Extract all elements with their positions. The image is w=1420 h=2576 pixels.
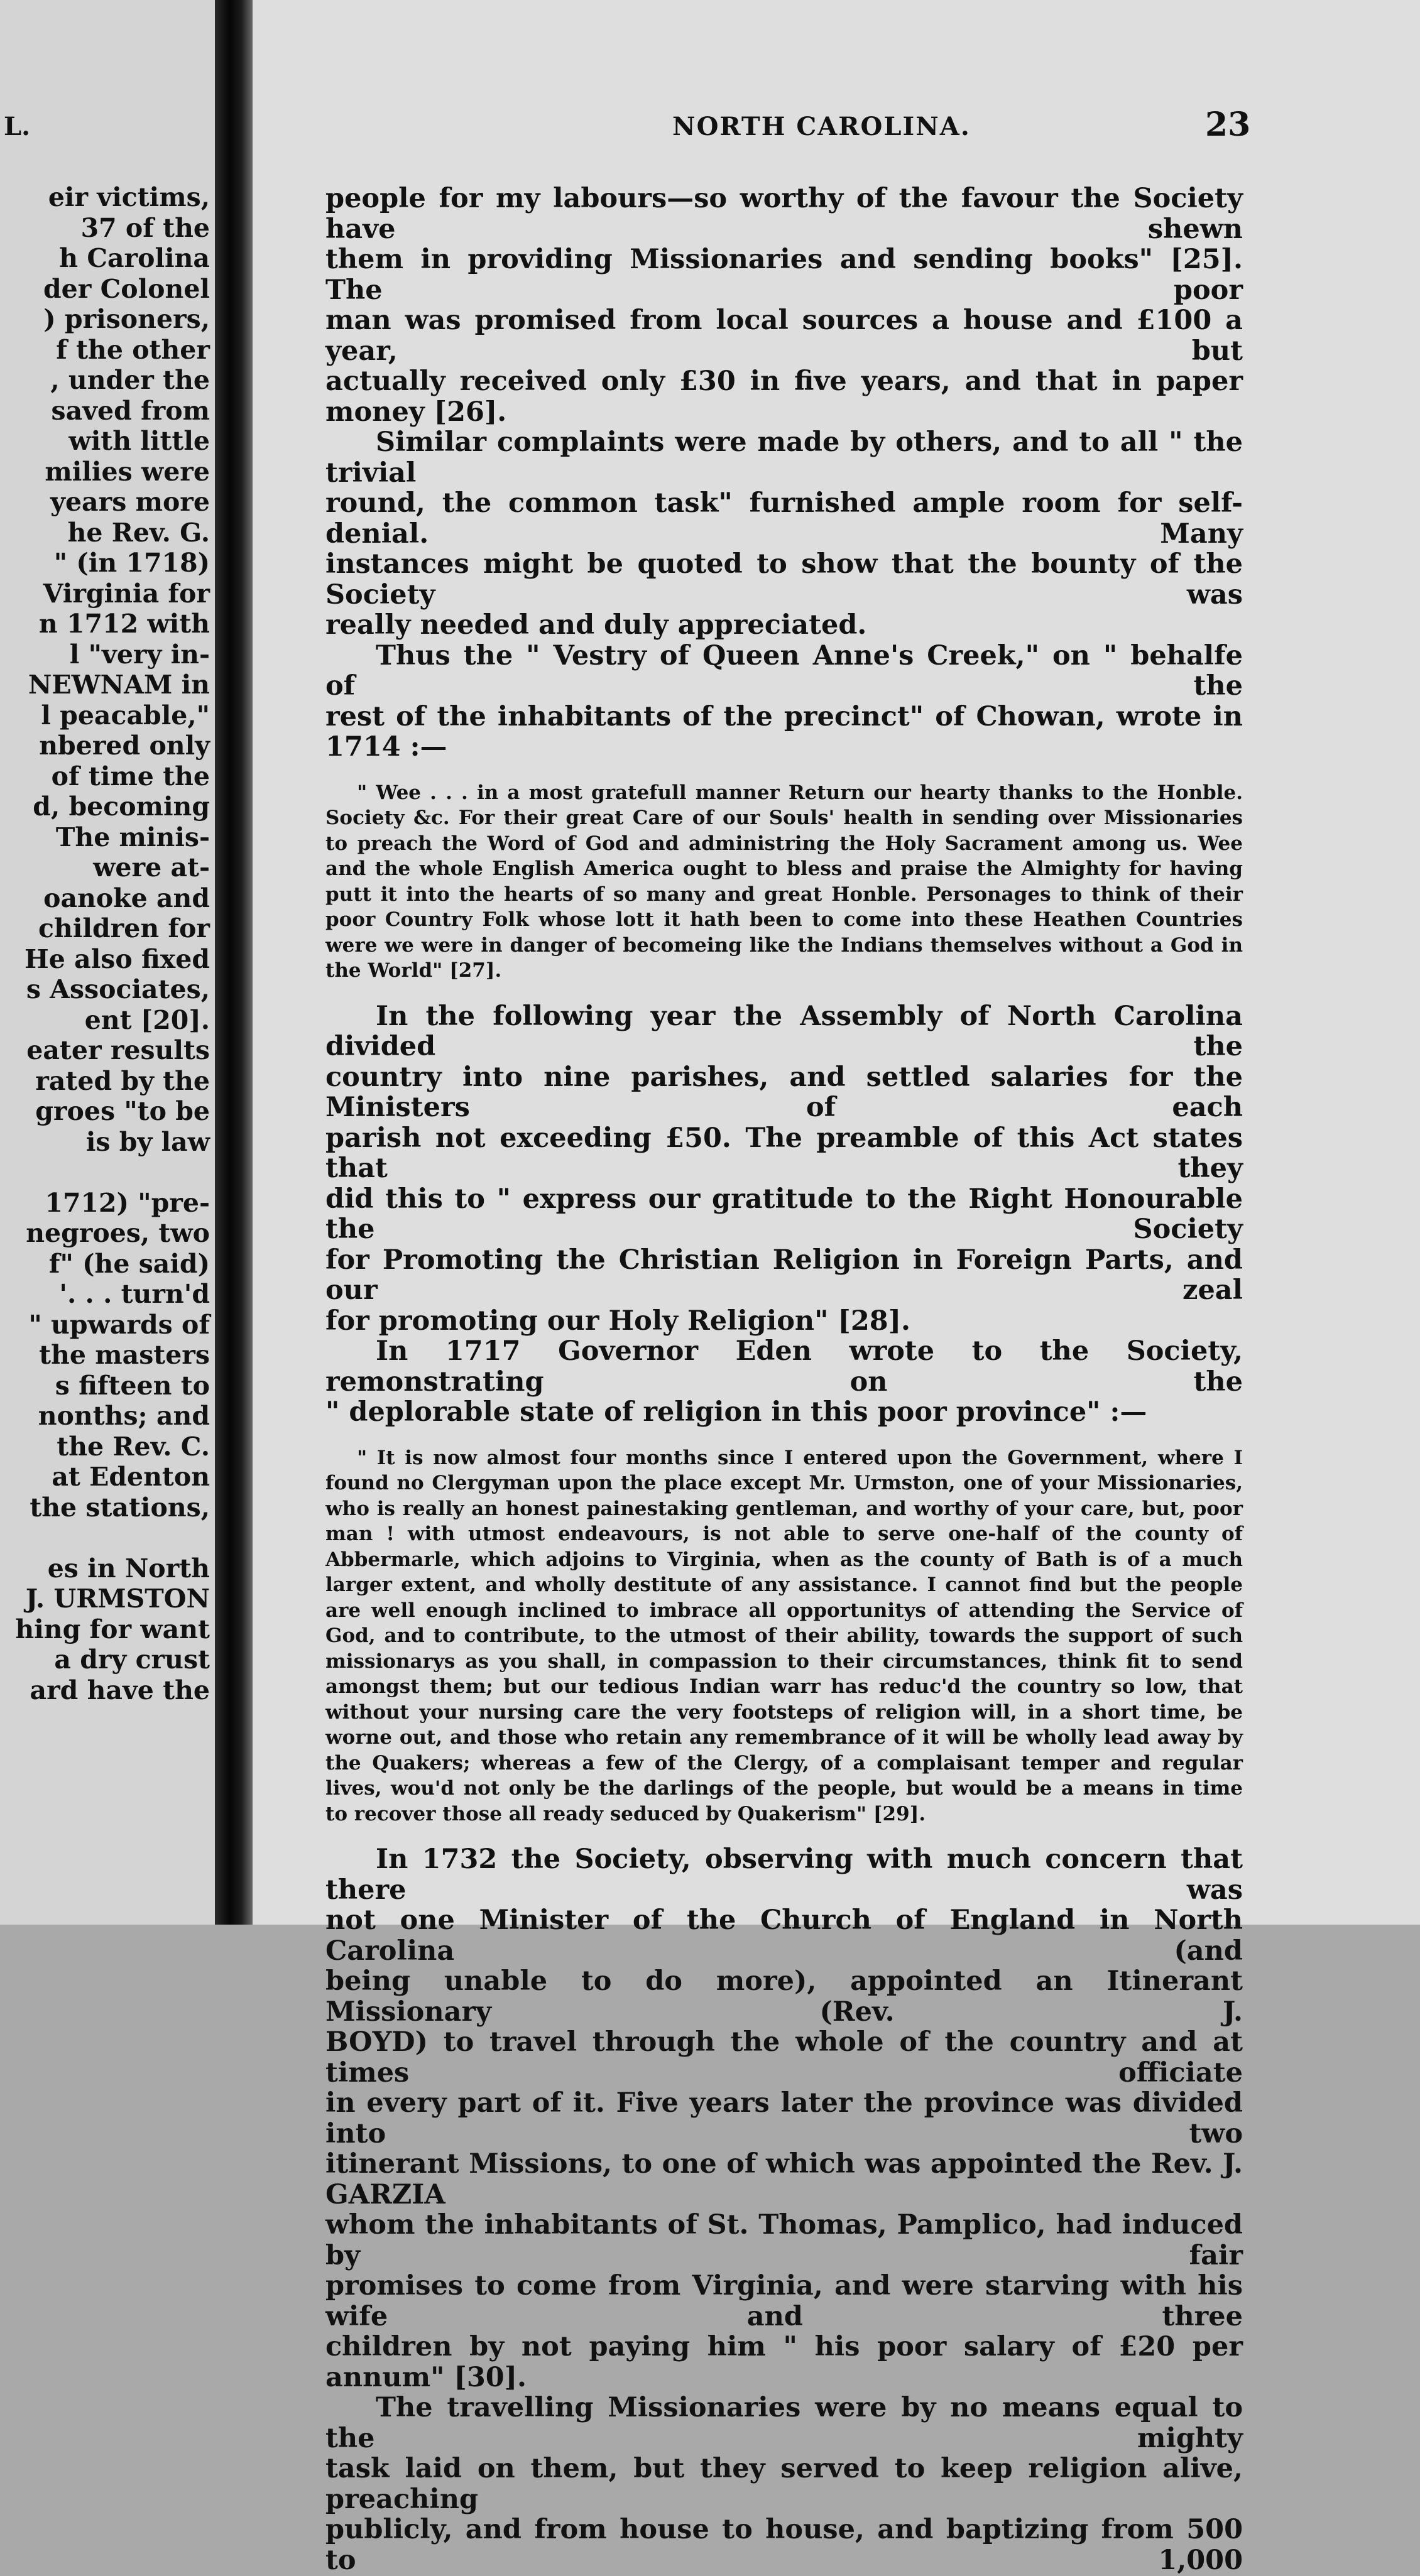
left-page-line: He also fixed — [25, 943, 210, 974]
text-line: instances might be quoted to show that the bounty of the Society was — [325, 548, 1243, 611]
text-line: them in providing Missionaries and sending books" [25]. The poor — [325, 244, 1243, 306]
left-page-line: groes "to be — [35, 1096, 210, 1126]
text-line: larger extent, and wholly destitute of any assistance. I cannot find but the people — [325, 1573, 1243, 1596]
left-page-line: '. . . turn'd — [59, 1279, 210, 1309]
text-line: round, the common task" furnished ample room for self-denial. Many — [325, 487, 1243, 550]
left-page-line: children for — [38, 913, 210, 943]
left-page-line: s fifteen to — [55, 1370, 210, 1401]
text-line: and the whole English America ought to bless and praise the Almighty for having — [325, 857, 1243, 880]
text-line: for Promoting the Christian Religion in Foreign Parts, and our zeal — [325, 1244, 1243, 1306]
text-line: were we were in danger of becomeing like the Indians themselves without a God in — [325, 933, 1243, 957]
left-page-line: Virginia for — [43, 578, 210, 609]
text-line: lives, wou'd not only be the darlings of the people, but would be a means in time — [325, 1777, 1243, 1800]
left-page-line — [3, 1523, 210, 1553]
left-page-line: es in North — [47, 1553, 210, 1584]
left-page-line — [3, 1157, 210, 1188]
text-line: the Quakers; whereas a few of the Clergy, of a complaisant temper and regular — [325, 1751, 1243, 1774]
left-page — [0, 0, 215, 1925]
running-head: NORTH CAROLINA. — [672, 112, 971, 141]
text-line: country into nine parishes, and settled salaries for the Ministers of each — [325, 1061, 1243, 1123]
text-line: actually received only £30 in five years, and that in paper money [26]. — [325, 366, 1243, 428]
text-line: whom the inhabitants of St. Thomas, Pamplico, had induced by fair — [325, 2209, 1243, 2271]
left-page-line: f the other — [56, 334, 210, 365]
left-page-header: L. — [4, 112, 31, 141]
paragraph — [325, 1336, 1243, 1428]
text-line: God, and to contribute, to the utmost of their ability, towards the support of such — [325, 1624, 1243, 1647]
paragraph — [325, 1001, 1243, 1337]
text-line: Society &c. For their great Care of our Souls' health in sending over Missionaries — [325, 807, 1243, 829]
text-line: parish not exceeding £50. The preamble of this Act states that they — [325, 1122, 1243, 1184]
left-page-line: the stations, — [30, 1492, 210, 1523]
left-page-text — [3, 182, 210, 1705]
left-page-line: he Rev. G. — [67, 517, 210, 548]
left-page-line: l peacable," — [41, 700, 210, 731]
page-body — [325, 183, 1243, 2575]
paragraph — [325, 2393, 1243, 2575]
text-line: The travelling Missionaries were by no means equal to the mighty — [325, 2392, 1243, 2454]
book-gutter — [215, 0, 253, 1925]
text-line: Abbermarle, which adjoins to Virginia, when as the county of Bath is of a much — [325, 1548, 1243, 1571]
text-line: people for my labours—so worthy of the favour the Society have shewn — [325, 183, 1243, 245]
left-page-line: negroes, two — [26, 1218, 210, 1248]
left-page-line: eir victims, — [48, 182, 210, 212]
text-line: really needed and duly appreciated. — [325, 609, 867, 641]
text-line: did this to " express our gratitude to the Right Honourable the Society — [325, 1183, 1243, 1245]
text-line: amongst them; but our tedious Indian warr has reduc'd the country so low, that — [325, 1675, 1243, 1698]
paragraph — [325, 427, 1243, 641]
text-line: BOYD) to travel through the whole of the country and at times officiate — [325, 2026, 1243, 2089]
text-line: worne out, and those who retain any remembrance of it will be wholly lead away by — [325, 1726, 1243, 1749]
page-number: 23 — [1205, 106, 1251, 144]
text-line: the World" [27]. — [325, 959, 502, 982]
text-line: who is really an honest painestaking gentleman, and worthy of your care, but, poor — [325, 1497, 1243, 1520]
text-line: man ! with utmost endeavours, is not able to serve one-half of the county of — [325, 1523, 1243, 1545]
text-line: " It is now almost four months since I entered upon the Government, where I — [357, 1446, 1243, 1469]
paragraph — [325, 183, 1243, 427]
left-page-line: 1712) "pre- — [45, 1187, 210, 1218]
text-line: itinerant Missions, to one of which was appointed the Rev. J. GARZIA — [325, 2148, 1243, 2210]
text-line: children by not paying him " his poor salary of £20 per annum" [30]. — [325, 2331, 1243, 2393]
left-page-line: of time the — [51, 761, 210, 791]
left-page-line: were at- — [93, 852, 210, 883]
text-line: poor Country Folk whose lott it hath been to come into these Heathen Countries — [325, 908, 1243, 931]
left-page-line: " upwards of — [28, 1309, 210, 1340]
left-page-line: der Colonel — [43, 273, 210, 304]
left-page-line: 37 of the — [80, 212, 210, 243]
paragraph — [325, 641, 1243, 763]
text-line: found no Clergyman upon the place except Mr. Urmston, one of your Missionaries, — [325, 1472, 1243, 1494]
text-line: task laid on them, but they served to keep religion alive, preaching — [325, 2453, 1243, 2515]
paragraph — [325, 1844, 1243, 2393]
left-page-line: f" (he said) — [48, 1248, 210, 1279]
text-line: to recover those all ready seduced by Quakerism" [29]. — [325, 1802, 926, 1825]
text-line: In the following year the Assembly of North Carolina divided the — [325, 1000, 1243, 1062]
left-page-line: is by law — [85, 1126, 210, 1157]
text-line: In 1717 Governor Eden wrote to the Society, remonstrating on the — [325, 1335, 1243, 1398]
left-page-line: s Associates, — [26, 974, 210, 1004]
text-line: Similar complaints were made by others, and to all " the trivial — [325, 427, 1243, 489]
text-line: being unable to do more), appointed an Itinerant Missionary (Rev. J. — [325, 1965, 1243, 2028]
text-line: in every part of it. Five years later the province was divided into two — [325, 2087, 1243, 2149]
left-page-line: nbered only — [39, 731, 210, 761]
left-page-line: eater results — [26, 1035, 210, 1065]
left-page-line: years more — [50, 487, 210, 517]
left-page-line: l "very in- — [69, 639, 210, 670]
text-line: are well enough inclined to imbrace all opportunitys of attending the Service of — [325, 1599, 1243, 1622]
left-page-line: nonths; and — [38, 1401, 210, 1431]
text-line: " deplorable state of religion in this poor province" :— — [325, 1396, 1147, 1428]
left-page-line: milies were — [45, 456, 210, 487]
left-page-line: J. URMSTON — [25, 1584, 210, 1614]
left-page-line: " (in 1718) — [53, 548, 210, 578]
left-page-line: ard have the — [30, 1675, 210, 1705]
left-page-line: a dry crust — [54, 1644, 210, 1675]
left-page-line: ent [20]. — [84, 1004, 210, 1035]
block-quote — [325, 780, 1243, 984]
text-line: In 1732 the Society, observing with much concern that there was — [325, 1844, 1243, 1906]
left-page-line: The minis- — [55, 822, 210, 852]
text-line: to preach the Word of God and administring the Holy Sacrament among us. Wee — [325, 832, 1243, 855]
left-page-line: the masters — [39, 1340, 210, 1370]
left-page-line: NEWNAM in — [28, 670, 210, 700]
text-line: promises to come from Virginia, and were starving with his wife and three — [325, 2270, 1243, 2332]
text-line: putt it into the hearts of so many and great Honble. Personages to think of their — [325, 883, 1243, 906]
left-page-line: at Edenton — [52, 1462, 210, 1492]
text-line: for promoting our Holy Religion" [28]. — [325, 1305, 911, 1337]
block-quote — [325, 1445, 1243, 1827]
left-page-line: h Carolina — [59, 243, 210, 273]
left-page-line: d, becoming — [33, 791, 210, 822]
text-line: missionarys as you shall, in compassion to their circumstances, think fit to send — [325, 1649, 1243, 1673]
left-page-line: with little — [68, 426, 210, 456]
text-line: not one Minister of the Church of England in North Carolina (and — [325, 1905, 1243, 1967]
left-page-line: saved from — [51, 395, 210, 426]
left-page-line: rated by the — [35, 1065, 210, 1096]
left-page-line: hing for want — [15, 1614, 210, 1644]
text-line: " Wee . . . in a most gratefull manner Return our hearty thanks to the Honble. — [357, 781, 1243, 804]
text-line: publicly, and from house to house, and baptizing from 500 to 1,000 — [325, 2514, 1243, 2576]
left-page-line: , under the — [50, 365, 210, 395]
left-page-line: n 1712 with — [38, 609, 210, 639]
left-page-line: oanoke and — [43, 883, 210, 913]
text-line: without your nursing care the very footsteps of religion will, in a short time, be — [325, 1700, 1243, 1724]
left-page-line: ) prisoners, — [43, 304, 210, 334]
text-line: man was promised from local sources a house and £100 a year, but — [325, 305, 1243, 367]
left-page-line: the Rev. C. — [57, 1431, 210, 1462]
text-line: Thus the " Vestry of Queen Anne's Creek," on " behalfe of the — [325, 639, 1243, 702]
text-line: rest of the inhabitants of the precinct" of Chowan, wrote in 1714 :— — [325, 700, 1243, 763]
